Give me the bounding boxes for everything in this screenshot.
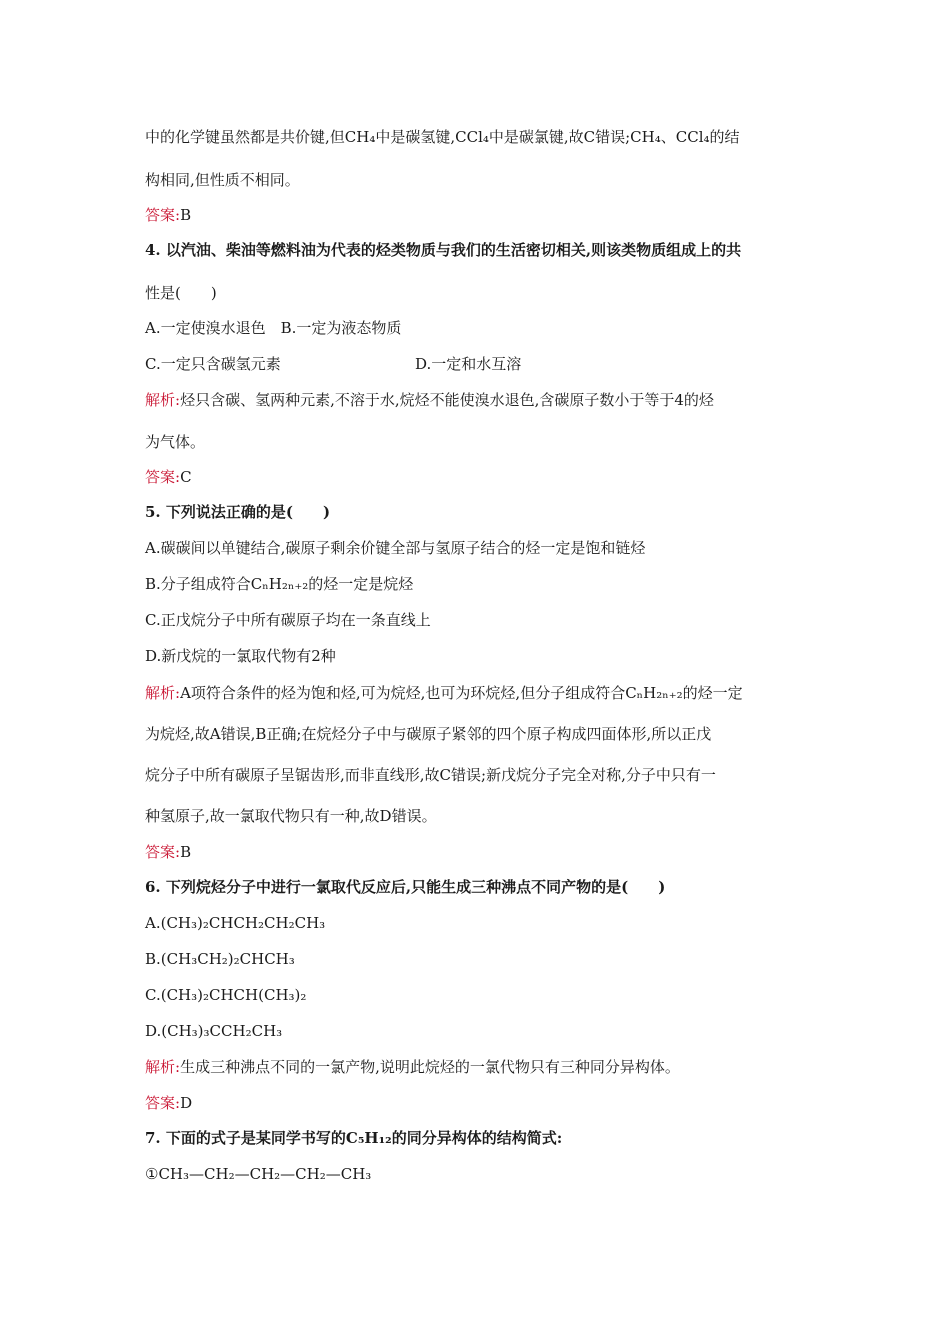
question-4-options-ab [145, 318, 401, 338]
question-5-option-c: C.正戊烷分子中所有碳原子均在一条直线上 [145, 611, 431, 629]
answer-label: 答案: [145, 1094, 181, 1112]
question-6-answer [145, 1093, 192, 1113]
option-b: B.一定为液态物质 [280, 319, 402, 337]
question-4-answer [145, 467, 192, 487]
question-5-explanation-cont: 为烷烃,故A错误,B正确;在烷烃分子中与碳原子紧邻的四个原子构成四面体形,所以正戊 [145, 725, 712, 743]
explanation-label: 解析: [145, 1058, 181, 1076]
question-7-formula-1: ①CH₃—CH₂—CH₂—CH₂—CH₃ [145, 1165, 372, 1183]
question-4-explanation-cont: 为气体。 [145, 433, 206, 451]
question-4-option-d: D.一定和水互溶 [415, 355, 522, 373]
answer-line [145, 205, 191, 225]
question-6-explanation: 解析:生成三种沸点不同的一氯产物,说明此烷烃的一氯代物只有三种同分异构体。 [145, 1058, 680, 1076]
question-6-option-c: C.(CH₃)₂CHCH(CH₃)₂ [145, 986, 307, 1004]
text-line: 构相同,但性质不相同。 [145, 171, 300, 189]
question-5-explanation-cont: 烷分子中所有碳原子呈锯齿形,而非直线形,故C错误;新戊烷分子完全对称,分子中只有一 [145, 766, 716, 784]
question-4-explanation: 解析:烃只含碳、氢两种元素,不溶于水,烷烃不能使溴水退色,含碳原子数小于等于4的烃 [145, 391, 714, 409]
question-4-stem: 4. 以汽油、柴油等燃料油为代表的烃类物质与我们的生活密切相关,则该类物质组成上的共 [145, 241, 742, 259]
answer-value: D [180, 1094, 193, 1112]
question-4-option-c: C.一定只含碳氢元素 [145, 355, 281, 373]
question-5-option-b: B.分子组成符合CₙH₂ₙ₊₂的烃一定是烷烃 [145, 575, 414, 593]
question-6-option-b: B.(CH₃CH₂)₂CHCH₃ [145, 950, 295, 968]
question-6-stem: 6. 下列烷烃分子中进行一氯取代反应后,只能生成三种沸点不同产物的是( ) [145, 878, 666, 896]
explanation-label: 解析: [145, 684, 181, 702]
question-5-option-d: D.新戊烷的一氯取代物有2种 [145, 647, 336, 665]
answer-value: B [180, 206, 192, 224]
question-6-option-a: A.(CH₃)₂CHCH₂CH₂CH₃ [145, 914, 326, 932]
answer-value: C [180, 468, 192, 486]
answer-label: 答案: [145, 843, 181, 861]
question-4-stem-cont: 性是( ) [145, 284, 217, 302]
question-7-stem: 7. 下面的式子是某同学书写的C₅H₁₂的同分异构体的结构简式: [145, 1129, 563, 1147]
answer-label: 答案: [145, 468, 181, 486]
explanation-label: 解析: [145, 391, 181, 409]
question-5-option-a: A.碳碳间以单键结合,碳原子剩余价键全部与氢原子结合的烃一定是饱和链烃 [145, 539, 646, 557]
question-5-explanation-cont: 种氢原子,故一氯取代物只有一种,故D错误。 [145, 807, 437, 825]
question-5-stem: 5. 下列说法正确的是( ) [145, 503, 331, 521]
question-5-explanation: 解析:A项符合条件的烃为饱和烃,可为烷烃,也可为环烷烃,但分子组成符合CₙH₂ₙ₊₂的烃一定 [145, 684, 743, 702]
question-6-option-d: D.(CH₃)₃CCH₂CH₃ [145, 1022, 283, 1040]
question-5-answer [145, 842, 191, 862]
text-line: 中的化学键虽然都是共价键,但CH₄中是碳氢键,CCl₄中是碳氯键,故C错误;CH₄、CCl₄的结 [145, 128, 740, 146]
answer-value: B [180, 843, 192, 861]
answer-label: 答案: [145, 206, 181, 224]
option-a: A.一定使溴水退色 [145, 319, 266, 337]
